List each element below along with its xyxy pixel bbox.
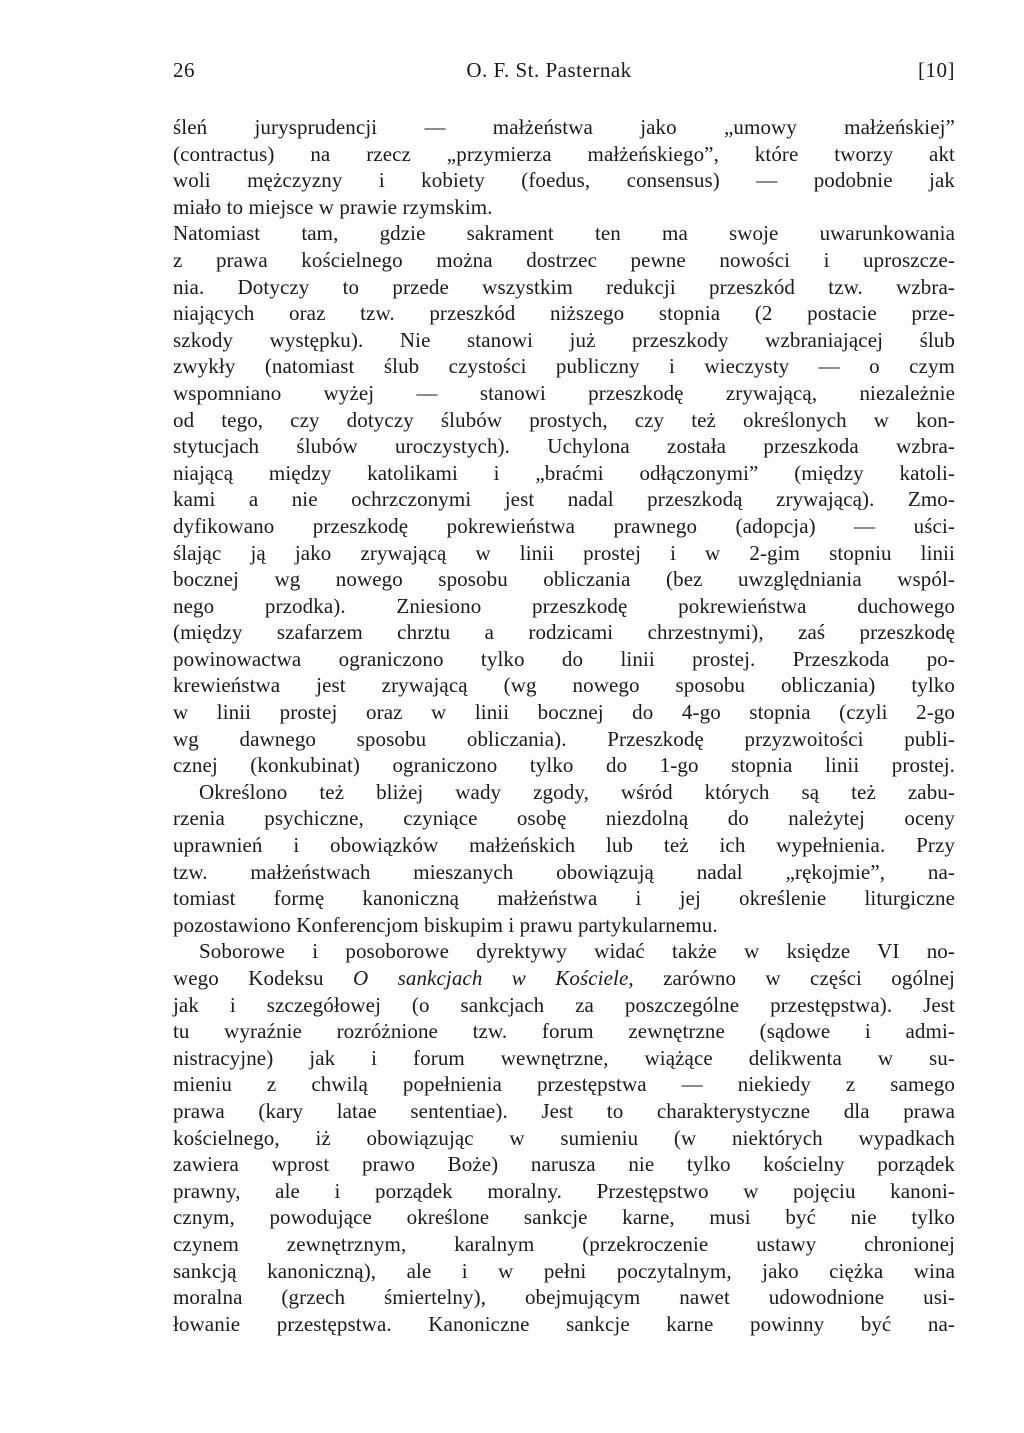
text-line: (contractus) na rzecz „przymierza małżeńskiego”, które tworzy akt bbox=[173, 141, 955, 166]
text-line: cznym, powodujące określone sankcje karne, musi być nie tylko bbox=[173, 1205, 955, 1230]
text-line: Soborowe i posoborowe dyrektywy widać także w księdze VI no- bbox=[199, 939, 955, 964]
text-line: krewieństwa jest zrywającą (wg nowego sposobu obliczania) tylko bbox=[173, 673, 955, 698]
text-line: Natomiast tam, gdzie sakrament ten ma swoje uwarunkowania bbox=[173, 221, 955, 246]
text-line: tzw. małżeństwach mieszanych obowiązują nadal „rękojmie”, na- bbox=[173, 859, 955, 884]
text-line: nia. Dotyczy to przede wszystkim redukcji przeszkód tzw. wzbra- bbox=[173, 274, 955, 299]
text-line: niających oraz tzw. przeszkód niższego stopnia (2 postacie prze- bbox=[173, 301, 955, 326]
text-line: od tego, czy dotyczy ślubów prostych, czy też określonych w kon- bbox=[173, 407, 955, 432]
text-line: mieniu z chwilą popełnienia przestępstwa — niekiedy z samego bbox=[173, 1072, 955, 1097]
body-text bbox=[173, 114, 955, 1337]
text-line: łowanie przestępstwa. Kanoniczne sankcje karne powinny być na- bbox=[173, 1311, 955, 1336]
text-line: cznej (konkubinat) ograniczono tylko do 1-go stopnia linii prostej. bbox=[173, 753, 955, 778]
text-line: niającą między katolikami i „braćmi odłączonymi” (między katoli- bbox=[173, 460, 955, 485]
text-line: rzenia psychiczne, czyniące osobę niezdolną do należytej oceny bbox=[173, 806, 955, 831]
text-line: nistracyjne) jak i forum wewnętrzne, wiążące delikwenta w su- bbox=[173, 1045, 955, 1070]
text-line: prawny, ale i porządek moralny. Przestępstwo w pojęciu kanoni- bbox=[173, 1178, 955, 1203]
text-line: śleń jurysprudencji — małżeństwa jako „umowy małżeńskiej” bbox=[173, 115, 955, 139]
text-line: tu wyraźnie rozróżnione tzw. forum zewnętrzne (sądowe i admi- bbox=[173, 1019, 955, 1044]
section-number: [10] bbox=[918, 58, 955, 82]
page-number: 26 bbox=[173, 58, 195, 82]
text-line: powinowactwa ograniczono tylko do linii prostej. Przeszkoda po- bbox=[173, 646, 955, 671]
text-line: kościelnego, iż obowiązując w sumieniu (w niektórych wypadkach bbox=[173, 1125, 955, 1150]
text-line: prawa (kary latae sententiae). Jest to charakterystyczne dla prawa bbox=[173, 1098, 955, 1123]
text-line: Określono też bliżej wady zgody, wśród których są też zabu- bbox=[199, 779, 955, 804]
text-line: sankcją kanoniczną), ale i w pełni poczytalnym, jako ciężka wina bbox=[173, 1258, 955, 1283]
text-line: nego przodka). Zniesiono przeszkodę pokrewieństwa duchowego bbox=[173, 593, 955, 618]
text-line: bocznej wg nowego sposobu obliczania (bez uwzględniania wspól- bbox=[173, 567, 955, 592]
text-line: uprawnień i obowiązków małżeńskich lub też ich wypełnienia. Przy bbox=[173, 833, 955, 858]
text-line: miało to miejsce w prawie rzymskim. bbox=[173, 194, 493, 219]
italic-title: O sankcjach w Kościele bbox=[352, 966, 629, 990]
running-title: O. F. St. Pasternak bbox=[466, 58, 632, 82]
text-line: jak i szczegółowej (o sankcjach za poszczególne przestępstwa). Jest bbox=[173, 992, 955, 1017]
text-line: wg dawnego sposobu obliczania). Przeszkodę przyzwoitości publi- bbox=[173, 726, 955, 751]
text-line: w linii prostej oraz w linii bocznej do 4-go stopnia (czyli 2-go bbox=[173, 700, 955, 725]
text-line: wego Kodeksu O sankcjach w Kościele, zarówno w części ogólnej bbox=[173, 966, 955, 990]
text-line: pozostawiono Konferencjom biskupim i prawu partykularnemu. bbox=[173, 912, 718, 937]
text-line: dyfikowano przeszkodę pokrewieństwa prawnego (adopcja) — uści- bbox=[173, 513, 955, 538]
text-line: kami a nie ochrzczonymi jest nadal przeszkodą zrywającą). Zmo- bbox=[173, 487, 955, 512]
text-line: woli mężczyzny i kobiety (foedus, consensus) — podobnie jak bbox=[173, 168, 955, 193]
running-head bbox=[173, 58, 955, 88]
text-line: zawiera wprost prawo Boże) narusza nie tylko kościelny porządek bbox=[173, 1152, 955, 1177]
text-line: stytucjach ślubów uroczystych). Uchylona została przeszkoda wzbra- bbox=[173, 434, 955, 459]
text-line: czynem zewnętrznym, karalnym (przekroczenie ustawy chronionej bbox=[173, 1231, 955, 1256]
text-line: tomiast formę kanoniczną małżeństwa i jej określenie liturgiczne bbox=[173, 886, 955, 911]
text-line: z prawa kościelnego można dostrzec pewne nowości i uproszcze- bbox=[173, 247, 955, 272]
text-line: wspomniano wyżej — stanowi przeszkodę zrywającą, niezależnie bbox=[173, 380, 955, 405]
text-line: ślając ją jako zrywającą w linii prostej i w 2-gim stopniu linii bbox=[173, 540, 955, 565]
text-line: (między szafarzem chrztu a rodzicami chrzestnymi), zaś przeszkodę bbox=[173, 620, 955, 645]
text-line: zwykły (natomiast ślub czystości publiczny i wieczysty — o czym bbox=[173, 354, 955, 379]
text-line: moralna (grzech śmiertelny), obejmującym nawet udowodnione usi- bbox=[173, 1285, 955, 1310]
text-line: szkody występku). Nie stanowi już przeszkody wzbraniającej ślub bbox=[173, 327, 955, 352]
